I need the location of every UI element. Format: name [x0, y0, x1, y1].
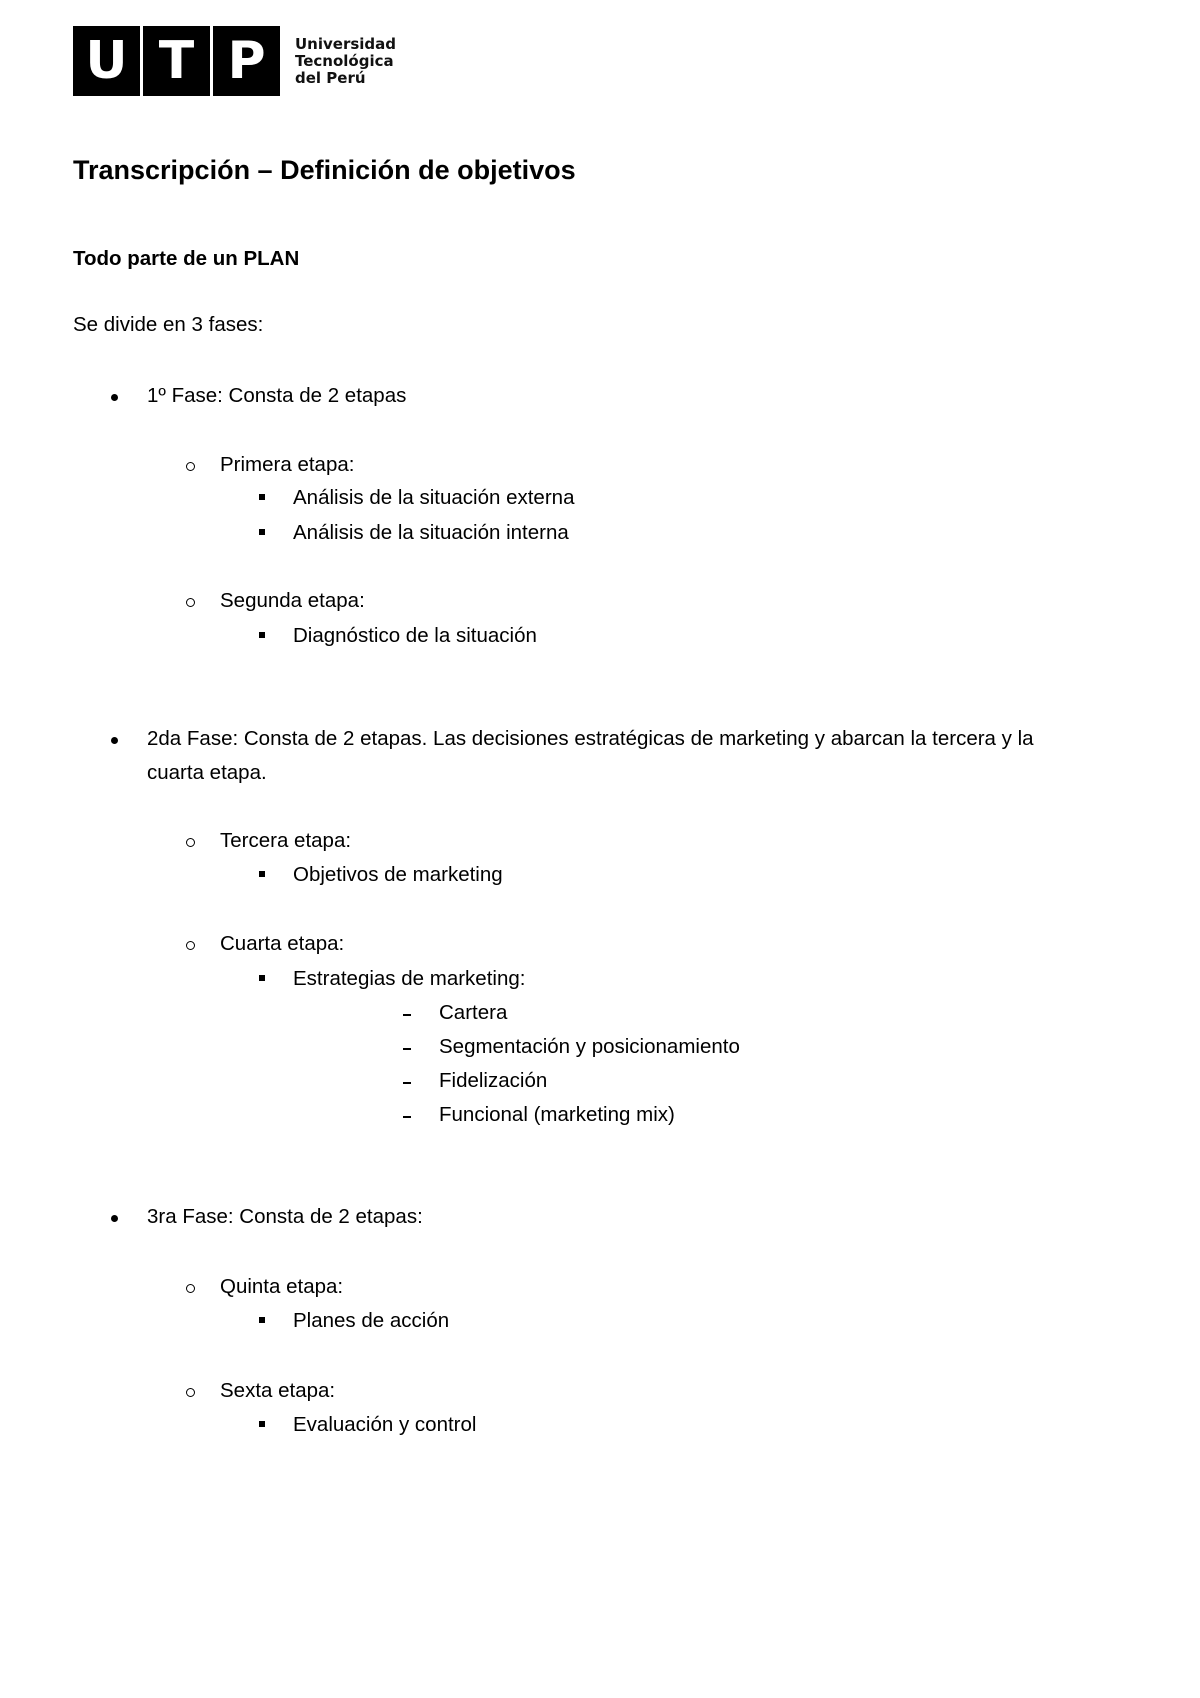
- bullet-circle: [186, 598, 195, 607]
- bullet-dash: [403, 1014, 411, 1016]
- logo-text-line: Universidad: [295, 34, 397, 53]
- document-title: Transcripción – Definición de objetivos: [73, 155, 576, 185]
- bullet-square: [259, 494, 265, 500]
- stage-item: Evaluación y control: [293, 1413, 477, 1436]
- stage-item: Planes de acción: [293, 1309, 450, 1332]
- logo-wordmark: [295, 36, 396, 87]
- bullet-circle: [186, 1284, 195, 1293]
- stage-item: Diagnóstico de la situación: [293, 624, 537, 647]
- bullet-dash: [403, 1116, 411, 1118]
- bullet-circle: [186, 462, 195, 471]
- logo-blocks: [73, 26, 280, 96]
- logo-letter-u: U: [73, 26, 140, 96]
- logo-letter-p: P: [213, 26, 280, 96]
- bullet-disc: [111, 737, 118, 744]
- stage-label: Sexta etapa:: [220, 1379, 336, 1402]
- bullet-dash: [403, 1082, 411, 1084]
- logo-text-line: Tecnológica: [295, 51, 394, 70]
- utp-logo: [73, 26, 396, 96]
- logo-letter-t: T: [143, 26, 210, 96]
- bullet-square: [259, 871, 265, 877]
- stage-item: Estrategias de marketing:: [293, 967, 526, 990]
- stage-item: Análisis de la situación externa: [293, 486, 575, 509]
- stage-label: Primera etapa:: [220, 453, 355, 476]
- sub-item: Fidelización: [439, 1069, 548, 1092]
- bullet-square: [259, 632, 265, 638]
- phase-2-label-line2: cuarta etapa.: [147, 761, 267, 784]
- subtitle: Todo parte de un PLAN: [73, 247, 300, 270]
- bullet-disc: [111, 1215, 118, 1222]
- intro-text: Se divide en 3 fases:: [73, 313, 264, 336]
- bullet-disc: [111, 394, 118, 401]
- sub-item: Segmentación y posicionamiento: [439, 1035, 740, 1058]
- bullet-square: [259, 975, 265, 981]
- sub-item: Cartera: [439, 1001, 508, 1024]
- bullet-square: [259, 1317, 265, 1323]
- bullet-circle: [186, 941, 195, 950]
- phase-1-label: 1º Fase: Consta de 2 etapas: [147, 384, 407, 407]
- stage-item: Análisis de la situación interna: [293, 521, 569, 544]
- bullet-square: [259, 1421, 265, 1427]
- phase-3-label: 3ra Fase: Consta de 2 etapas:: [147, 1205, 423, 1228]
- phase-2-label-line1: 2da Fase: Consta de 2 etapas. Las decisiones estratégicas de marketing y abarcan la tercera y la: [147, 727, 1034, 750]
- bullet-dash: [403, 1048, 411, 1050]
- bullet-square: [259, 529, 265, 535]
- sub-item: Funcional (marketing mix): [439, 1103, 675, 1126]
- logo-text-line: del Perú: [295, 68, 366, 87]
- stage-label: Tercera etapa:: [220, 829, 352, 852]
- stage-label: Segunda etapa:: [220, 589, 365, 612]
- stage-label: Quinta etapa:: [220, 1275, 344, 1298]
- stage-label: Cuarta etapa:: [220, 932, 345, 955]
- bullet-circle: [186, 1388, 195, 1397]
- bullet-circle: [186, 838, 195, 847]
- stage-item: Objetivos de marketing: [293, 863, 503, 886]
